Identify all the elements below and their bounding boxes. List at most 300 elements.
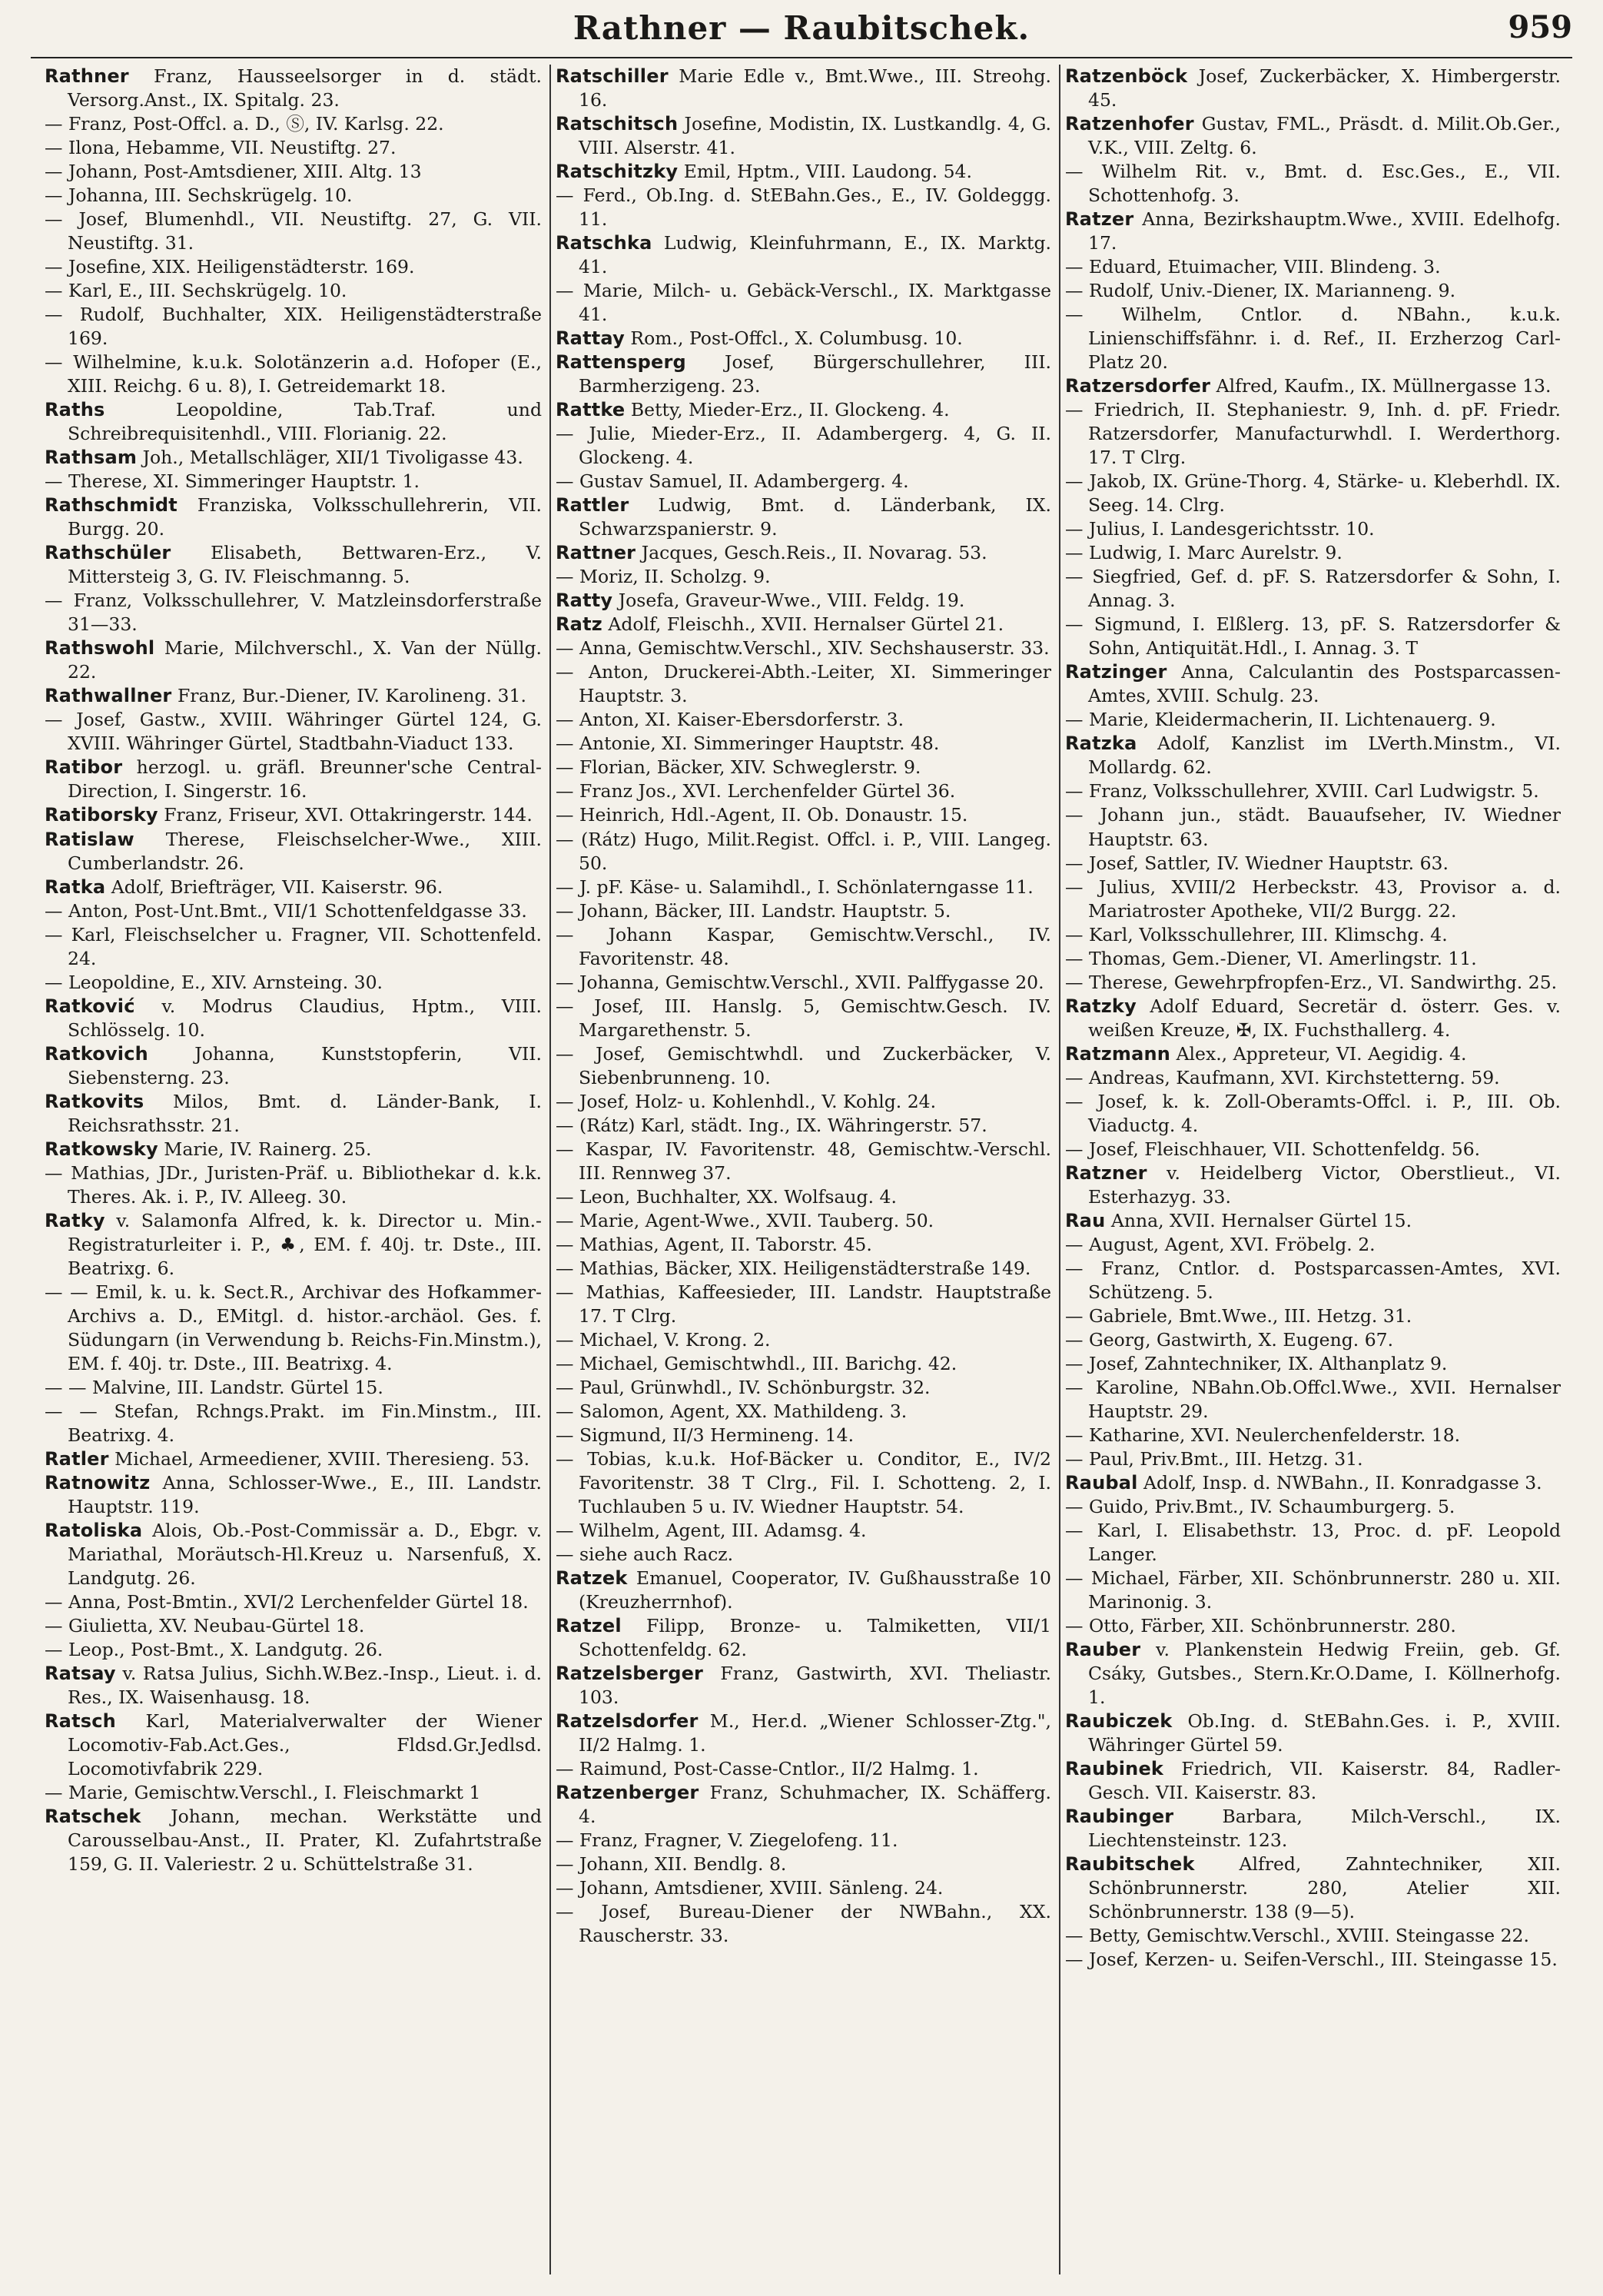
entry-details: — Eduard, Etuimacher, VIII. Blindeng. 3. [1065,256,1441,278]
entry-details: — Karl, Fleischselcher u. Fragner, VII. Schottenfeld. 24. [45,923,542,969]
entry-surname: Rathschmidt [45,494,178,517]
entry-surname: Ratzenhofer [1065,113,1194,135]
directory-entry [556,112,1051,160]
directory-entry [1065,374,1561,398]
entry-details: — Josef, III. Hanslg. 5, Gemischtw.Gesch. IV. Margarethenstr. 5. [556,995,1051,1041]
directory-entry [556,660,1051,708]
directory-entry [1065,1471,1561,1495]
directory-entry [1065,1519,1561,1567]
entry-details: Franz, Schuhmacher, IX. Schäfferg. 4. [579,1782,1051,1828]
entry-details: v. Plankenstein Hedwig Freiin, geb. Gf. Csáky, Gutsbes., Stern.Kr.O.Dame, I. Köllnerhofg. 1. [1088,1639,1561,1709]
directory-entry [1065,1710,1561,1757]
entry-details: Johanna, Kunststopferin, VII. Siebensterng. 23. [68,1042,542,1088]
entry-surname: Rau [1065,1209,1106,1231]
entry-details: — Andreas, Kaufmann, XVI. Kirchstetterng. 59. [1065,1066,1500,1088]
entry-surname: Raubal [1065,1471,1138,1494]
entry-details: Jacques, Gesch.Reis., II. Novarag. 53. [636,542,987,564]
entry-details: Marie, Milchverschl., X. Van der Nüllg. 22. [68,637,542,683]
entry-details: — Leopoldine, E., XIV. Arnsteing. 30. [45,971,383,993]
entry-surname: Raubinger [1065,1806,1174,1828]
directory-entry [45,684,542,708]
directory-entry [45,303,542,351]
entry-details: — Marie, Gemischtw.Verschl., I. Fleischmarkt 1 [45,1782,481,1804]
entry-details: — Josef, Kerzen- u. Seifen-Verschl., III. Steingasse 15. [1065,1949,1558,1971]
entry-details: Ob.Ing. d. StEBahn.Ges. i. P., XVIII. Währinger Gürtel 59. [1088,1710,1561,1756]
entry-details: — Tobias, k.u.k. Hof-Bäcker u. Conditor, E., IV/2 Favoritenstr. 38 T Clrg., Fil. I. Schotteng. 2, I. Tuchlauben 5 u. IV. Wiedner Hauptstr. 54. [556,1447,1051,1517]
entry-details: — (Rátz) Karl, städt. Ing., IX. Währingerstr. 57. [556,1114,987,1136]
column-left [40,65,549,2274]
directory-entry [556,1781,1051,1829]
entry-surname: Ratsay [45,1663,116,1685]
directory-entry [45,279,542,303]
entry-details: — Thomas, Gem.-Diener, VI. Amerlingstr. 11. [1065,947,1477,969]
entry-surname: Ratzer [1065,208,1134,231]
entry-details: — Leon, Buchhalter, XX. Wolfsaug. 4. [556,1185,897,1208]
entry-surname: Ratkovits [45,1090,144,1112]
entry-surname: Rattay [556,327,625,350]
entry-details: — Josef, Gemischtwhdl. und Zuckerbäcker, V. Siebenbrunneng. 10. [556,1042,1051,1088]
directory-entry [556,636,1051,660]
directory-entry [45,1042,542,1090]
entry-details: v. Modrus Claudius, Hptm., VIII. Schlösselg. 10. [68,995,542,1041]
entry-details: Betty, Mieder-Erz., II. Glockeng. 4. [625,399,950,421]
entry-details: — Anton, Post-Unt.Bmt., VII/1 Schottenfeldgasse 33. [45,899,527,922]
entry-surname: Ratzky [1065,995,1137,1017]
directory-entry [556,493,1051,541]
directory-entry [1065,1352,1561,1376]
running-header [31,6,1572,60]
entry-surname: Ratler [45,1447,109,1470]
entry-details: — Josef, k. k. Zoll-Oberamts-Offcl. i. P., III. Ob. Viaductg. 4. [1065,1090,1561,1136]
entry-surname: Ratnowitz [45,1471,151,1494]
entry-details: — Sigmund, II/3 Hermineng. 14. [556,1424,855,1446]
directory-entry [45,255,542,279]
directory-entry [556,1257,1051,1281]
directory-entry [1065,1948,1561,1972]
directory-entry [556,1376,1051,1400]
directory-entry [556,1710,1051,1757]
entry-details: Emil, Hptm., VIII. Laudong. 54. [678,161,972,183]
entry-details: v. Heidelberg Victor, Oberstlieut., VI. Esterhazyg. 33. [1088,1161,1561,1208]
entry-surname: Ratschitsch [556,113,679,135]
entry-details: — Jakob, IX. Grüne-Thorg. 4, Stärke- u. Kleberhdl. IX. Seeg. 14. Clrg. [1065,470,1561,517]
directory-entry [1065,1424,1561,1447]
directory-entry [45,112,542,136]
entry-surname: Ratzinger [1065,661,1167,683]
directory-entry [45,160,542,184]
entry-details: — Franz, Cntlor. d. Postsparcassen-Amtes, XVI. Schützeng. 5. [1065,1257,1561,1303]
entry-details: Franz, Hausseelsorger in d. städt. Versorg.Anst., IX. Spitalg. 23. [68,65,542,111]
entry-details: Adolf, Kanzlist im LVerth.Minstm., VI. Mollardg. 62. [1088,733,1561,779]
entry-surname: Raths [45,399,105,421]
entry-details: — Sigmund, I. Elßlerg. 13, pF. S. Ratzersdorfer & Sohn, Antiquität.Hdl., I. Annag. 3. T [1065,613,1561,660]
entry-details: Michael, Armeediener, XVIII. Theresieng. 53. [108,1447,530,1470]
entry-surname: Ratoliska [45,1519,143,1541]
directory-entry [556,398,1051,422]
directory-entry [45,1281,542,1376]
entry-details: — Rudolf, Univ.-Diener, IX. Marianneng. 9. [1065,280,1456,302]
entry-details: — Giulietta, XV. Neubau-Gürtel 18. [45,1615,365,1637]
directory-entry [556,1424,1051,1447]
directory-entry [45,828,542,876]
directory-entry [556,1662,1051,1710]
entry-details: — Anton, XI. Kaiser-Ebersdorferstr. 3. [556,709,904,731]
entry-details: — Karl, E., III. Sechskrügelg. 10. [45,280,347,302]
entry-details: — Josef, Bureau-Diener der NWBahn., XX. Rauscherstr. 33. [556,1901,1051,1947]
entry-details: — Antonie, XI. Simmeringer Hauptstr. 48. [556,733,940,755]
entry-details: — Johanna, III. Sechskrügelg. 10. [45,184,353,207]
entry-details: Josefa, Graveur-Wwe., VIII. Feldg. 19. [612,590,965,612]
directory-entry [1065,1495,1561,1519]
directory-entry [45,136,542,160]
column-middle [549,65,1059,2274]
entry-details: Josefine, Modistin, IX. Lustkandlg. 4, G. VIII. Alserstr. 41. [579,113,1051,159]
entry-details: — Michael, Färber, XII. Schönbrunnerstr. 280 u. XII. Marinonig. 3. [1065,1567,1561,1613]
entry-details: Ludwig, Kleinfuhrmann, E., IX. Marktg. 41. [579,232,1051,278]
entry-surname: Ratibor [45,756,123,779]
directory-entry [1065,208,1561,255]
entry-details: — Anna, Gemischtw.Verschl., XIV. Sechshauserstr. 33. [556,637,1050,660]
directory-entry [556,1567,1051,1614]
directory-entry [556,1519,1051,1543]
directory-entry [1065,470,1561,517]
entry-details: — Johann jun., städt. Bauaufseher, IV. Wiedner Hauptstr. 63. [1065,804,1561,850]
entry-details: Adolf, Insp. d. NWBahn., II. Konradgasse 3. [1137,1471,1542,1494]
directory-entry [556,1209,1051,1233]
entry-details: Anna, Bezirkshauptm.Wwe., XVIII. Edelhofg. 17. [1088,208,1561,254]
entry-details: — Ilona, Hebamme, VII. Neustiftg. 27. [45,137,397,159]
directory-entry [556,1138,1051,1185]
directory-entry [1065,65,1561,112]
entry-surname: Rauber [1065,1639,1141,1661]
entry-details: — Betty, Gemischtw.Verschl., XVIII. Steingasse 22. [1065,1925,1529,1947]
entry-surname: Ratsch [45,1710,116,1733]
entry-details: — Kaspar, IV. Favoritenstr. 48, Gemischtw.-Verschl. III. Rennweg 37. [556,1138,1051,1184]
directory-entry [1065,517,1561,541]
entry-details: Barbara, Milch-Verschl., IX. Liechtensteinstr. 123. [1088,1806,1561,1852]
entry-details: — Anton, Druckerei-Abth.-Leiter, XI. Simmeringer Hauptstr. 3. [556,661,1051,707]
entry-details: — Paul, Priv.Bmt., III. Hetzg. 31. [1065,1447,1363,1470]
directory-entry [45,923,542,971]
directory-entry [556,1400,1051,1424]
entry-details: — Ferd., Ob.Ing. d. StEBahn.Ges., E., IV. Goldeggg. 11. [556,184,1051,231]
entry-surname: Ratislaw [45,828,134,850]
directory-entry [45,1614,542,1638]
directory-entry [1065,803,1561,851]
directory-entry [556,231,1051,279]
directory-entry [1065,1852,1561,1924]
directory-entry [556,756,1051,779]
entry-details: Adolf, Fleischh., XVII. Hernalser Gürtel 21. [602,613,1004,636]
entry-details: — Wilhelm, Cntlor. d. NBahn., k.u.k. Linienschiffsfähnr. i. d. Ref., II. Erzherzog Carl-Platz 20. [1065,304,1561,374]
entry-details: — Johann Kaspar, Gemischtw.Verschl., IV. Favoritenstr. 48. [556,923,1051,969]
entry-details: — Salomon, Agent, XX. Mathildeng. 3. [556,1400,908,1422]
entry-details: Franziska, Volksschullehrerin, VII. Burgg. 20. [68,494,542,540]
entry-details: Rom., Post-Offcl., X. Columbusg. 10. [624,327,963,350]
entry-details: Anna, Calculantin des Postsparcassen-Amtes, XVIII. Schulg. 23. [1088,661,1561,707]
directory-entry [45,1781,542,1805]
entry-details: — Franz, Volksschullehrer, V. Matzleinsdorferstraße 31—33. [45,590,542,636]
page-number: 959 [1508,9,1572,45]
entry-details: Anna, XVII. Hernalser Gürtel 15. [1105,1209,1412,1231]
entry-details: Therese, Fleischselcher-Wwe., XIII. Cumberlandstr. 26. [68,828,542,874]
entry-details: — — Malvine, III. Landstr. Gürtel 15. [45,1376,383,1398]
directory-entry [1065,112,1561,160]
directory-entry [1065,565,1561,613]
directory-entry [556,1114,1051,1138]
entry-details: — Johann, XII. Bendlg. 8. [556,1853,787,1876]
directory-entry [45,446,542,470]
entry-details: Alois, Ob.-Post-Commissär a. D., Ebgr. v. Mariathal, Moräutsch-Hl.Kreuz u. Narsenfuß, X. Landgutg. 26. [68,1519,542,1589]
directory-entry [1065,1328,1561,1352]
entry-details: — August, Agent, XVI. Fröbelg. 2. [1065,1233,1376,1255]
entry-surname: Ratzelsdorfer [556,1710,699,1733]
entry-details: — Mathias, Kaffeesieder, III. Landstr. Hauptstraße 17. T Clrg. [556,1281,1051,1327]
directory-entry [45,398,542,446]
entry-details: Franz, Friseur, XVI. Ottakringerstr. 144. [158,804,533,826]
entry-details: Franz, Gastwirth, XVI. Theliastr. 103. [579,1663,1051,1709]
entry-details: Adolf, Briefträger, VII. Kaiserstr. 96. [105,876,443,898]
directory-entry [556,899,1051,923]
entry-surname: Ratzek [556,1567,628,1589]
directory-entry [1065,1257,1561,1304]
directory-entry [1065,279,1561,303]
entry-details: — Josef, Gastw., XVIII. Währinger Gürtel 124, G. XVIII. Währinger Gürtel, Stadtbahn-Viaduct 133. [45,709,542,755]
entry-details: — Rudolf, Buchhalter, XIX. Heiligenstädterstraße 169. [45,304,542,350]
directory-entry [45,995,542,1042]
entry-details: — Marie, Agent-Wwe., XVII. Tauberg. 50. [556,1209,934,1231]
directory-entry [1065,1614,1561,1638]
entry-details: — Julius, XVIII/2 Herbeckstr. 43, Provisor a. d. Mariatroster Apotheke, VII/2 Burgg. 22. [1065,876,1561,922]
entry-details: — Paul, Grünwhdl., IV. Schönburgstr. 32. [556,1376,931,1398]
entry-surname: Ratschitzky [556,161,679,183]
entry-details: — Heinrich, Hdl.-Agent, II. Ob. Donaustr. 15. [556,804,968,826]
directory-entry [556,1876,1051,1900]
entry-details: — Josef, Sattler, IV. Wiedner Hauptstr. 63. [1065,852,1449,874]
entry-surname: Ratschka [556,232,652,254]
entry-surname: Ratković [45,995,135,1017]
directory-entry [45,589,542,636]
entry-surname: Raubiczek [1065,1710,1173,1733]
entry-surname: Rathwallner [45,685,172,707]
entry-details: — Josef, Holz- u. Kohlenhdl., V. Kohlg. 24. [556,1090,937,1112]
directory-entry [45,1590,542,1614]
entry-details: — (Rátz) Hugo, Milit.Regist. Offcl. i. P., VIII. Langeg. 50. [556,828,1051,874]
directory-entry [1065,1233,1561,1257]
entry-surname: Ratty [556,590,613,612]
directory-entry [1065,876,1561,923]
directory-entry [45,876,542,899]
entry-details: — Karl, I. Elisabethstr. 13, Proc. d. pF. Leopold Langer. [1065,1519,1561,1565]
directory-entry [556,1042,1051,1090]
entry-surname: Ratzenböck [1065,65,1188,87]
directory-entry [1065,708,1561,732]
entry-details: Johann, mechan. Werkstätte und Carousselbau-Anst., II. Prater, Kl. Zufahrtstraße 159, G. II. Valeriestr. 2 u. Schüttelstraße 31. [68,1806,542,1876]
directory-entry [45,971,542,995]
entry-details: — — Stefan, Rchngs.Prakt. im Fin.Minstm., III. Beatrixg. 4. [45,1400,542,1446]
entry-details: Milos, Bmt. d. Länder-Bank, I. Reichsrathsstr. 21. [68,1090,542,1136]
directory-entry [556,803,1051,827]
directory-entry [556,1281,1051,1328]
directory-entry [556,779,1051,803]
directory-columns [40,65,1569,2274]
entry-details: — Karl, Volksschullehrer, III. Klimschg. 4. [1065,923,1448,945]
directory-entry [45,1662,542,1710]
directory-entry [556,1614,1051,1662]
entry-details: Elisabeth, Bettwaren-Erz., V. Mittersteig 3, G. IV. Fleischmanng. 5. [68,542,542,588]
directory-entry [556,1829,1051,1852]
directory-entry [45,708,542,756]
entry-details: — Franz, Post-Offcl. a. D., Ⓢ, IV. Karlsg. 22. [45,113,444,135]
entry-details: — Karoline, NBahn.Ob.Offcl.Wwe., XVII. Hernalser Hauptstr. 29. [1065,1376,1561,1422]
directory-entry [556,708,1051,732]
entry-details: — Ludwig, I. Marc Aurelstr. 9. [1065,542,1342,564]
directory-entry [1065,1447,1561,1471]
directory-entry [556,160,1051,184]
directory-entry [45,470,542,493]
directory-entry [556,327,1051,351]
directory-entry [556,828,1051,876]
entry-details: Leopoldine, Tab.Traf. und Schreibrequisitenhdl., VIII. Florianig. 22. [68,399,542,445]
directory-entry [1065,1066,1561,1090]
entry-details: — Johann, Amtsdiener, XVIII. Sänleng. 24. [556,1877,944,1899]
entry-surname: Rattke [556,399,626,421]
entry-surname: Rattler [556,494,629,517]
directory-entry [1065,1138,1561,1161]
directory-entry [556,1185,1051,1209]
directory-entry [45,756,542,803]
entry-surname: Rathswohl [45,637,155,660]
entry-surname: Rathschüler [45,542,171,564]
directory-entry [556,1900,1051,1948]
entry-surname: Ratzner [1065,1161,1147,1184]
directory-entry [556,1090,1051,1114]
directory-entry [45,541,542,589]
directory-entry [556,279,1051,327]
entry-details: — siehe auch Racz. [556,1543,734,1565]
entry-details: — Franz Jos., XVI. Lerchenfelder Gürtel 36. [556,780,956,802]
directory-entry [556,351,1051,398]
entry-surname: Ratzmann [1065,1042,1171,1065]
directory-entry [1065,160,1561,208]
entry-details: — Gustav Samuel, II. Adambergerg. 4. [556,470,909,493]
entry-details: — Guido, Priv.Bmt., IV. Schaumburgerg. 5. [1065,1495,1455,1517]
entry-details: — Julius, I. Landesgerichtsstr. 10. [1065,518,1375,540]
directory-entry [556,971,1051,995]
directory-entry [1065,779,1561,803]
entry-surname: Ratschek [45,1806,141,1828]
entry-details: — Georg, Gastwirth, X. Eugeng. 67. [1065,1328,1394,1351]
directory-entry [556,1852,1051,1876]
entry-surname: Ratky [45,1209,105,1231]
entry-details: — Julie, Mieder-Erz., II. Adambergerg. 4, G. II. Glockeng. 4. [556,423,1051,469]
entry-details: — Johann, Bäcker, III. Landstr. Hauptstr. 5. [556,899,951,922]
entry-details: — Josef, Fleischhauer, VII. Schottenfeldg. 56. [1065,1138,1481,1160]
directory-entry [1065,1757,1561,1805]
entry-details: Marie Edle v., Bmt.Wwe., III. Streohg. 16. [579,65,1051,111]
directory-entry [1065,613,1561,660]
entry-details: — Michael, V. Krong. 2. [556,1328,771,1351]
directory-entry [1065,1376,1561,1424]
directory-entry [556,1543,1051,1567]
entry-surname: Rathner [45,65,129,87]
entry-surname: Ratkowsky [45,1138,158,1160]
directory-entry [1065,303,1561,374]
page-title: Rathner — Raubitschek. [572,9,1030,47]
directory-entry [45,1376,542,1400]
directory-entry [45,208,542,255]
column-right [1059,65,1568,2274]
directory-entry [1065,1924,1561,1948]
entry-details: — Josef, Zahntechniker, IX. Althanplatz 9. [1065,1352,1448,1374]
entry-details: Josef, Zuckerbäcker, X. Himbergerstr. 45. [1088,65,1561,111]
directory-entry [1065,1161,1561,1209]
entry-surname: Ratiborsky [45,804,158,826]
entry-details: — Franz, Fragner, V. Ziegelofeng. 11. [556,1829,898,1852]
directory-entry [556,1352,1051,1376]
entry-details: — — Emil, k. u. k. Sect.R., Archivar des Hofkammer-Archivs a. D., EMitgl. d. histor.-archäol. Ges. f. Südungarn (in Verwendung b. Reichs-Fin.Minstm.), EM. f. 40j. tr. Dste., III. Beatrixg. 4. [45,1281,542,1374]
entry-surname: Ratzersdorfer [1065,375,1211,397]
entry-details: — Johann, Post-Amtsdiener, XIII. Altg. 13 [45,161,422,183]
directory-entry [556,565,1051,589]
entry-details: — Wilhelm Rit. v., Bmt. d. Esc.Ges., E., VII. Schottenhofg. 3. [1065,161,1561,207]
entry-details: — Marie, Kleidermacherin, II. Lichtenauerg. 9. [1065,709,1496,731]
directory-entry [556,184,1051,231]
entry-surname: Ratz [556,613,602,636]
entry-details: herzogl. u. gräfl. Breunner'sche Central-Direction, I. Singerstr. 16. [68,756,542,802]
entry-surname: Ratzel [556,1615,622,1637]
entry-details: Adolf Eduard, Secretär d. österr. Ges. v. weißen Kreuze, ✠, IX. Fuchsthallerg. 4. [1088,995,1561,1041]
directory-entry [1065,971,1561,995]
header-rule [31,57,1572,58]
directory-entry [45,899,542,923]
directory-entry [1065,732,1561,779]
directory-entry [45,636,542,684]
directory-entry [556,1233,1051,1257]
directory-entry [556,995,1051,1042]
entry-details: Alfred, Zahntechniker, XII. Schönbrunnerstr. 280, Atelier XII. Schönbrunnerstr. 138 (9—5). [1088,1853,1561,1923]
entry-details: — Wilhelmine, k.u.k. Solotänzerin a.d. Hofoper (E., XIII. Reichg. 6 u. 8), I. Getreidemarkt 18. [45,351,542,397]
entry-details: v. Salamonfa Alfred, k. k. Director u. Min.-Registraturleiter i. P., ♣, EM. f. 40j. tr. Dste., III. Beatrixg. 6. [68,1209,542,1279]
directory-entry [556,422,1051,470]
entry-surname: Ratka [45,876,106,898]
entry-details: Filipp, Bronze- u. Talmiketten, VII/1 Schottenfeldg. 62. [579,1615,1051,1661]
directory-entry [1065,1090,1561,1138]
directory-entry [556,589,1051,613]
directory-entry [1065,923,1561,947]
entry-details: — Anna, Post-Bmtin., XVI/2 Lerchenfelder Gürtel 18. [45,1591,529,1613]
directory-entry [1065,660,1561,708]
entry-details: — Marie, Milch- u. Gebäck-Verschl., IX. Marktgasse 41. [556,280,1051,326]
directory-entry [1065,1209,1561,1233]
directory-entry [45,65,542,112]
entry-details: — Franz, Volksschullehrer, XVIII. Carl Ludwigstr. 5. [1065,780,1539,802]
directory-entry [45,1447,542,1471]
entry-details: — Therese, XI. Simmeringer Hauptstr. 1. [45,470,420,493]
entry-details: v. Ratsa Julius, Sichh.W.Bez.-Insp., Lieut. i. d. Res., IX. Waisenhausg. 18. [68,1663,542,1709]
directory-entry [556,541,1051,565]
directory-entry [556,1447,1051,1519]
entry-details: Joh., Metallschläger, XII/1 Tivoligasse 43. [137,447,523,469]
directory-entry [45,184,542,208]
directory-entry [1065,541,1561,565]
entry-details: Ludwig, Bmt. d. Länderbank, IX. Schwarzspanierstr. 9. [579,494,1051,540]
entry-details: — Raimund, Post-Casse-Cntlor., II/2 Halmg. 1. [556,1758,979,1780]
directory-entry [556,613,1051,636]
entry-details: — Gabriele, Bmt.Wwe., III. Hetzg. 31. [1065,1304,1412,1327]
directory-entry [45,803,542,827]
directory-entry [45,351,542,398]
